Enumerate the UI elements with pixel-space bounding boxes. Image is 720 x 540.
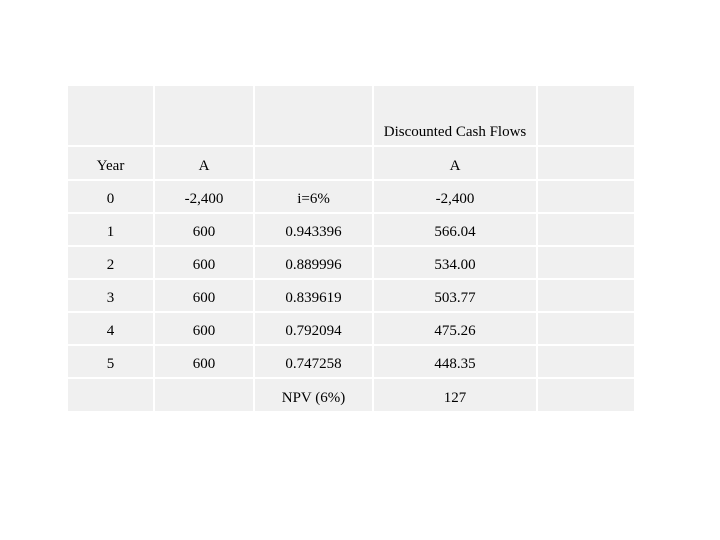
year-cell: 5 [68,346,153,377]
empty-cell [538,280,634,311]
year-cell: 1 [68,214,153,245]
empty-cell [538,86,634,145]
year-cell: 2 [68,247,153,278]
discounted-value-cell: 448.35 [374,346,536,377]
discounted-value-cell: 475.26 [374,313,536,344]
empty-cell [538,346,634,377]
cash-flow-cell: 600 [155,214,253,245]
npv-label: NPV (6%) [255,379,372,411]
discounted-value-cell: -2,400 [374,181,536,212]
year-cell: 3 [68,280,153,311]
empty-cell [538,147,634,179]
empty-cell [68,379,153,411]
discount-factor-cell: 0.839619 [255,280,372,311]
empty-cell [538,214,634,245]
table-title: Discounted Cash Flows [374,86,536,145]
header-row [68,147,634,179]
cash-flow-cell: 600 [155,247,253,278]
title-row [68,86,634,145]
empty-cell [538,379,634,411]
year-cell: 0 [68,181,153,212]
empty-cell [255,147,372,179]
discounted-header: A [374,147,536,179]
discount-factor-cell: 0.792094 [255,313,372,344]
discount-factor-cell: 0.747258 [255,346,372,377]
discount-factor-cell: 0.889996 [255,247,372,278]
table-row [68,181,634,212]
empty-cell [255,86,372,145]
empty-cell [538,313,634,344]
cash-flow-header: A [155,147,253,179]
cash-flow-cell: 600 [155,313,253,344]
discounted-value-cell: 503.77 [374,280,536,311]
discounted-value-cell: 566.04 [374,214,536,245]
discounted-value-cell: 534.00 [374,247,536,278]
empty-cell [538,181,634,212]
npv-value: 127 [374,379,536,411]
year-header: Year [68,147,153,179]
empty-cell [155,379,253,411]
table-row [68,346,634,377]
empty-cell [538,247,634,278]
year-cell: 4 [68,313,153,344]
discounted-cash-flow-table [66,84,636,413]
discount-factor-cell: i=6% [255,181,372,212]
discount-factor-cell: 0.943396 [255,214,372,245]
empty-cell [68,86,153,145]
table-row [68,247,634,278]
cash-flow-cell: -2,400 [155,181,253,212]
npv-row [68,379,634,411]
table-row [68,280,634,311]
cash-flow-cell: 600 [155,346,253,377]
cash-flow-cell: 600 [155,280,253,311]
table-row [68,214,634,245]
table-row [68,313,634,344]
empty-cell [155,86,253,145]
